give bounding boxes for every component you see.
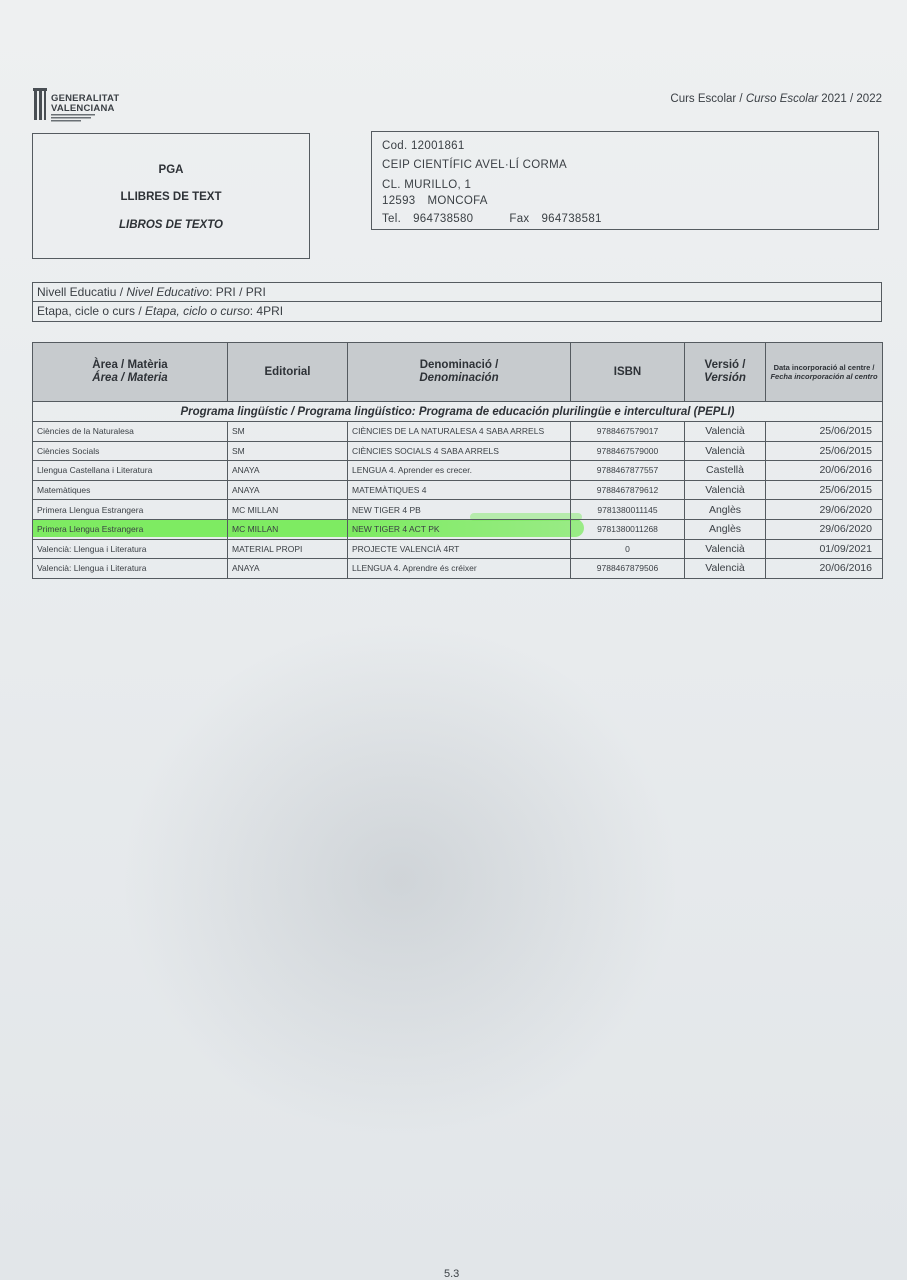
cell-denominacio: LENGUA 4. Aprender es crecer. [348, 461, 571, 481]
cell-editorial: MC MILLAN [228, 500, 348, 520]
table-row [33, 519, 883, 539]
cell-area: Valencià: Llengua i Literatura [33, 559, 228, 579]
cell-versio: Valencià [685, 422, 766, 442]
cell-area: Matemàtiques [33, 480, 228, 500]
cell-versio: Anglès [685, 519, 766, 539]
cell-isbn: 9781380011145 [571, 500, 685, 520]
cell-denominacio: MATEMÀTIQUES 4 [348, 480, 571, 500]
cell-denominacio: PROJECTE VALENCIÀ 4RT [348, 539, 571, 559]
cell-editorial: SM [228, 441, 348, 461]
table-row [33, 422, 883, 442]
coat-of-arms-icon [33, 88, 47, 122]
pga-subtitle-val: LLIBRES DE TEXT [120, 191, 222, 203]
table-row [33, 441, 883, 461]
cell-data: 25/06/2015 [766, 441, 883, 461]
cell-data: 20/06/2016 [766, 559, 883, 579]
cell-editorial: ANAYA [228, 559, 348, 579]
header-data: Data incorporació al centre / Fecha incorporación al centro [766, 343, 883, 402]
cell-area: Llengua Castellana i Literatura [33, 461, 228, 481]
nivell-educatiu: Nivell Educatiu / Nivel Educativo: PRI / PRI [33, 283, 881, 302]
cell-versio: Valencià [685, 539, 766, 559]
cell-denominacio: CIÈNCIES DE LA NATURALESA 4 SABA ARRELS [348, 422, 571, 442]
cell-isbn: 9788467579000 [571, 441, 685, 461]
school-street: CL. MURILLO, 1 [382, 179, 472, 191]
header-versio: Versió / Versión [685, 343, 766, 402]
cell-data: 29/06/2020 [766, 519, 883, 539]
table-row [33, 461, 883, 481]
cell-editorial: MATERIAL PROPI [228, 539, 348, 559]
level-info-box [32, 282, 882, 322]
cell-editorial: ANAYA [228, 480, 348, 500]
cell-area: Valencià: Llengua i Literatura [33, 539, 228, 559]
header-isbn: ISBN [571, 343, 685, 402]
school-info-box [371, 131, 879, 230]
cell-data: 29/06/2020 [766, 500, 883, 520]
logo-subtext-lines [51, 114, 97, 122]
photo-shadow [120, 620, 680, 1140]
school-year: Curs Escolar / Curso Escolar 2021 / 2022 [670, 93, 882, 105]
cell-versio: Valencià [685, 559, 766, 579]
cell-editorial: MC MILLAN [228, 519, 348, 539]
header-denominacio: Denominació / Denominación [348, 343, 571, 402]
cell-isbn: 9788467879612 [571, 480, 685, 500]
cell-versio: Anglès [685, 500, 766, 520]
pga-title-box [32, 133, 310, 259]
cell-area: Primera Llengua Estrangera [33, 519, 228, 539]
school-code: Cod. 12001861 [382, 140, 465, 152]
cell-versio: Valencià [685, 441, 766, 461]
header-editorial: Editorial [228, 343, 348, 402]
cell-isbn: 0 [571, 539, 685, 559]
school-phone-line: Tel. 964738580 Fax 964738581 [382, 213, 602, 225]
cell-editorial: ANAYA [228, 461, 348, 481]
cell-area: Ciències de la Naturalesa [33, 422, 228, 442]
cell-area: Ciències Socials [33, 441, 228, 461]
school-name: CEIP CIENTÍFIC AVEL·LÍ CORMA [382, 159, 567, 171]
cell-data: 01/09/2021 [766, 539, 883, 559]
cell-denominacio: NEW TIGER 4 ACT PK [348, 519, 571, 539]
program-row [33, 402, 883, 422]
cell-versio: Castellà [685, 461, 766, 481]
cell-data: 25/06/2015 [766, 480, 883, 500]
cell-versio: Valencià [685, 480, 766, 500]
cell-isbn: 9788467579017 [571, 422, 685, 442]
cell-data: 25/06/2015 [766, 422, 883, 442]
page-number: 5.3 [444, 1268, 460, 1280]
table-row [33, 539, 883, 559]
cell-data: 20/06/2016 [766, 461, 883, 481]
school-city-line: 12593 MONCOFA [382, 195, 488, 207]
generalitat-logo [33, 88, 143, 128]
table-row [33, 559, 883, 579]
header-area: Àrea / Matèria Área / Materia [33, 343, 228, 402]
cell-denominacio: NEW TIGER 4 PB [348, 500, 571, 520]
table-header-row [33, 343, 883, 402]
table-row [33, 500, 883, 520]
program-label: Programa lingüístic / Programa lingüístico: Programa de educación plurilingüe e intercultural (PEPLI) [33, 402, 883, 422]
cell-isbn: 9788467879506 [571, 559, 685, 579]
cell-area: Primera Llengua Estrangera [33, 500, 228, 520]
logo-line2: VALENCIANA [51, 103, 115, 114]
cell-isbn: 9781380011268 [571, 519, 685, 539]
etapa-cicle-curs: Etapa, cicle o curs / Etapa, ciclo o curso: 4PRI [37, 304, 284, 318]
pga-title: PGA [158, 164, 184, 176]
logo-line1: GENERALITAT [51, 93, 120, 104]
cell-denominacio: LLENGUA 4. Aprendre és créixer [348, 559, 571, 579]
cell-isbn: 9788467877557 [571, 461, 685, 481]
textbooks-table [32, 342, 883, 579]
table-row [33, 480, 883, 500]
pga-subtitle-es: LIBROS DE TEXTO [119, 219, 223, 231]
cell-denominacio: CIÈNCIES SOCIALS 4 SABA ARRELS [348, 441, 571, 461]
cell-editorial: SM [228, 422, 348, 442]
